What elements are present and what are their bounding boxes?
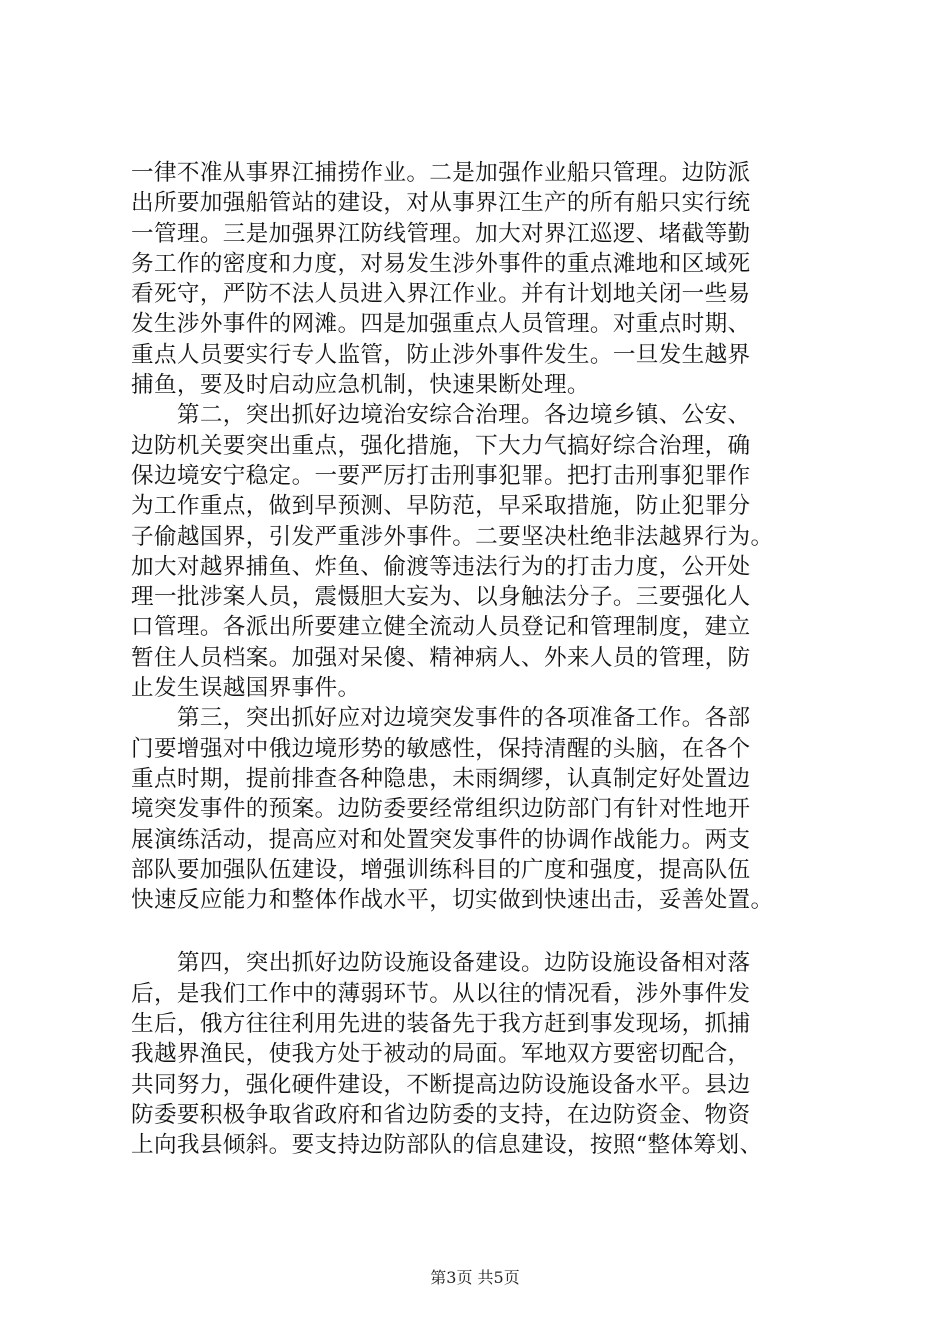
- text-line: 捕鱼，要及时启动应急机制，快速果断处理。: [131, 372, 590, 399]
- text-line: 共同努力，强化硬件建设，不断提高边防设施设备水平。县边: [131, 1071, 751, 1098]
- blank-line: [131, 915, 831, 948]
- text-line: 保边境安宁稳定。一要严厉打击刑事犯罪。把打击刑事犯罪作: [131, 462, 751, 489]
- text-line: 加大对越界捕鱼、炸鱼、偷渡等违法行为的打击力度，公开处: [131, 553, 751, 580]
- text-line: 快速反应能力和整体作战水平，切实做到快速出击，妥善处置。: [131, 887, 774, 914]
- text-line: 为工作重点，做到早预测、早防范，早采取措施，防止犯罪分: [131, 493, 751, 520]
- text-line: 看死守，严防不法人员进入界江作业。并有计划地关闭一些易: [131, 281, 751, 308]
- text-line: 暂住人员档案。加强对呆傻、精神病人、外来人员的管理，防: [131, 644, 751, 671]
- text-line: 部队要加强队伍建设，增强训练科目的广度和强度，提高队伍: [131, 856, 751, 883]
- text-line: 出所要加强船管站的建设，对从事界江生产的所有船只实行统: [131, 190, 751, 217]
- text-line: 重点时期，提前排查各种隐患，未雨绸缪，认真制定好处置边: [131, 765, 751, 792]
- text-line: 务工作的密度和力度，对易发生涉外事件的重点滩地和区域死: [131, 250, 751, 277]
- text-line: 口管理。各派出所要建立健全流动人员登记和管理制度，建立: [131, 614, 751, 641]
- text-line: 境突发事件的预案。边防委要经常组织边防部门有针对性地开: [131, 796, 751, 823]
- text-line: 防委要积极争取省政府和省边防委的支持，在边防资金、物资: [131, 1101, 751, 1128]
- text-line: 第四，突出抓好边防设施设备建设。边防设施设备相对落: [131, 950, 751, 977]
- text-line: 我越界渔民，使我方处于被动的局面。军地双方要密切配合，: [131, 1041, 751, 1068]
- text-line: 上向我县倾斜。要支持边防部队的信息建设，按照“整体筹划、: [131, 1132, 763, 1159]
- text-line: 后，是我们工作中的薄弱环节。从以往的情况看，涉外事件发: [131, 980, 751, 1007]
- text-line: 止发生误越国界事件。: [131, 675, 361, 702]
- text-line: 子偷越国界，引发严重涉外事件。二要坚决杜绝非法越界行为。: [131, 523, 774, 550]
- text-line: 重点人员要实行专人监管，防止涉外事件发生。一旦发生越界: [131, 341, 751, 368]
- text-line: 一律不准从事界江捕捞作业。二是加强作业船只管理。边防派: [131, 160, 751, 186]
- text-line: 发生涉外事件的网滩。四是加强重点人员管理。对重点时期、: [131, 311, 751, 338]
- text-line: 门要增强对中俄边境形势的敏感性，保持清醒的头脑，在各个: [131, 735, 751, 762]
- body-text: [131, 158, 831, 1161]
- text-line: 一管理。三是加强界江防线管理。加大对界江巡逻、堵截等勤: [131, 220, 751, 247]
- text-line: 生后，俄方往往利用先进的装备先于我方赶到事发现场，抓捕: [131, 1011, 751, 1038]
- text-line: 第二，突出抓好边境治安综合治理。各边境乡镇、公安、: [131, 402, 751, 429]
- text-line: 边防机关要突出重点，强化措施，下大力气搞好综合治理，确: [131, 432, 751, 459]
- text-line: 理一批涉案人员，震慑胆大妄为、以身触法分子。三要强化人: [131, 584, 751, 611]
- page-number-footer: 第3页 共5页: [430, 1268, 520, 1287]
- text-line: 展演练活动，提高应对和处置突发事件的协调作战能力。两支: [131, 826, 751, 853]
- text-line: 第三，突出抓好应对边境突发事件的各项准备工作。各部: [131, 705, 751, 732]
